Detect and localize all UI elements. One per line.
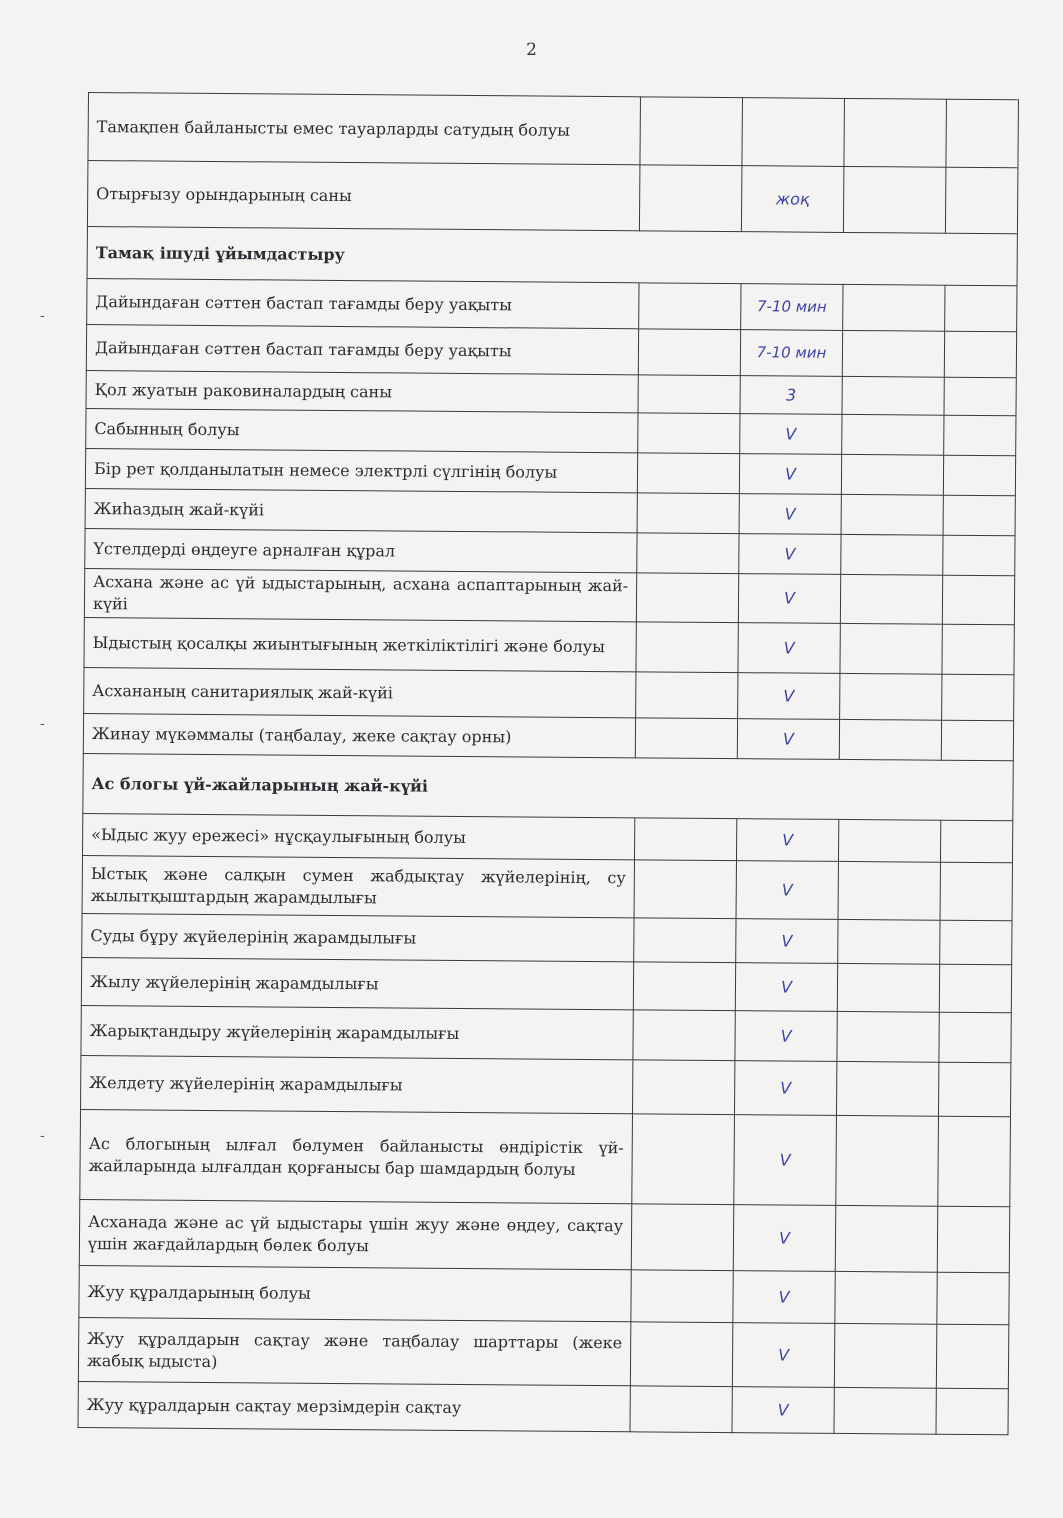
table-row [88,93,1019,168]
margin-mark: - [40,716,45,732]
empty-cell [636,622,738,673]
criterion-label: Жинау мүкәммалы (таңбалау, жеке сақтау орны) [83,713,635,757]
empty-cell [943,495,1015,536]
empty-cell [638,329,740,376]
empty-cell [936,1388,1008,1435]
empty-cell [840,623,942,674]
check-mark: V [740,414,842,455]
empty-cell [940,920,1012,965]
empty-cell [634,818,736,861]
handwritten-value: 7-10 мин [740,330,842,377]
criterion-label: Асханада және ас үй ыдыстары үшін жуу және өңдеу, сақтау үшін жағдайлардың бөлек болуы [79,1199,632,1269]
check-mark: V [733,1205,836,1272]
empty-cell [946,99,1019,168]
empty-cell [639,283,741,330]
table-row [81,1055,1011,1116]
empty-cell [633,962,735,1011]
empty-cell [939,964,1011,1013]
section-heading: Тамақ ішуді ұйымдастыру [87,226,1017,285]
check-mark: V [737,719,839,760]
criterion-label: Қол жуатын раковиналардың саны [86,370,638,412]
empty-cell [945,167,1018,234]
criterion-label: Жиһаздың жай-күйі [85,488,637,532]
empty-cell [637,533,739,574]
table-row [81,957,1011,1012]
criterion-label: Дайындаған сәттен бастап тағамды беру уақыты [87,278,639,328]
empty-cell [842,376,944,415]
empty-cell [840,574,942,624]
check-mark: V [735,1011,837,1062]
margin-mark: - [40,308,45,324]
table-row [87,161,1017,234]
criterion-label: Жарықтандыру жүйелерінің жарамдылығы [81,1005,633,1059]
empty-cell [942,674,1014,721]
empty-cell [844,98,947,167]
empty-cell [942,575,1014,625]
criterion-label: Жуу құралдарын сақтау мерзімдерін сақтау [78,1381,630,1431]
empty-cell [843,284,945,331]
table-row [87,278,1017,331]
check-mark: V [738,673,840,720]
empty-cell [638,375,740,414]
criterion-label: Жуу құралдарын сақтау және таңбалау шарттары (жеке жабық ыдыста) [78,1317,630,1385]
empty-cell [636,672,738,719]
empty-cell [634,860,736,919]
check-mark: V [736,861,838,920]
empty-cell [838,919,940,964]
check-mark: V [733,1271,835,1324]
criterion-label: Асхананың санитариялық жай-күйі [84,667,636,717]
empty-cell [841,494,943,535]
check-mark: V [739,454,841,495]
empty-cell [936,1324,1009,1389]
empty-cell [841,534,943,575]
empty-cell [940,820,1012,863]
empty-cell [838,861,940,920]
table-row [83,813,1013,862]
table-row [82,855,1012,920]
empty-cell [835,1205,938,1272]
empty-cell [637,453,739,494]
inspection-table [78,92,1019,1435]
empty-cell [638,413,740,454]
criterion-label: «Ыдыс жуу ережесі» нұсқаулығының болуы [83,813,635,859]
empty-cell [640,97,743,166]
section-row [83,753,1013,820]
section-heading: Ас блогы үй-жайларының жай-күйі [83,753,1013,820]
empty-cell [838,819,940,862]
criterion-label: Желдету жүйелерінің жарамдылығы [81,1055,633,1113]
empty-cell [836,1115,939,1206]
criterion-label: Тамақпен байланысты емес тауарларды сатудың болуы [88,93,641,165]
empty-cell [639,165,742,232]
empty-cell [842,414,944,455]
check-mark: V [734,1061,836,1116]
empty-cell [837,1011,939,1062]
empty-cell [834,1323,936,1388]
criterion-label: Ыстық және салқын сумен жабдықтау жүйелерінің, су жылытқыштардың жарамдылығы [82,855,634,917]
empty-cell [839,719,941,760]
table-row [84,667,1014,720]
empty-cell [837,963,939,1012]
empty-cell [943,455,1015,496]
criterion-label: Асхана және ас үй ыдыстарының, асхана аспаптарының жай-күйі [84,568,636,621]
empty-cell [631,1270,733,1323]
empty-cell [841,454,943,495]
empty-cell [836,1061,938,1116]
table-row [84,568,1014,624]
check-mark: V [732,1387,834,1434]
check-mark: V [739,494,841,535]
criterion-label: Дайындаған сәттен бастап тағамды беру уақыты [86,324,638,374]
empty-cell [937,1272,1009,1325]
table-row [80,1109,1011,1206]
criterion-label: Жуу құралдарының болуы [79,1265,631,1321]
section-row [87,226,1017,285]
empty-cell [632,1060,734,1115]
empty-cell [937,1206,1010,1273]
empty-cell [944,331,1016,378]
check-mark: V [734,1115,837,1206]
criterion-label: Үстелдерді өңдеуге арналған құрал [85,528,637,572]
empty-cell [943,535,1015,576]
criterion-label: Жылу жүйелерінің жарамдылығы [81,957,633,1009]
table-row [78,1317,1008,1388]
criterion-label: Ас блогының ылғал бөлумен байланысты өндірістік үй-жайларында ылғалдан қорғанысы бар шамдардың болуы [80,1109,633,1203]
criterion-label: Сабынның болуы [86,408,638,452]
criterion-label: Отырғызу орындарының саны [87,161,640,231]
criterion-label: Суды бұру жүйелерінің жарамдылығы [82,913,634,961]
empty-cell [938,1062,1010,1117]
empty-cell [843,166,946,233]
empty-cell [941,720,1013,761]
empty-cell [938,1116,1011,1207]
empty-cell [842,330,944,377]
empty-cell [942,624,1014,675]
handwritten-value: 3 [740,376,842,415]
empty-cell [835,1271,937,1324]
empty-cell [633,1010,735,1061]
check-mark: V [738,574,840,624]
handwritten-value [742,98,845,167]
table-row [86,324,1016,377]
check-mark: V [738,623,840,674]
table-row [84,617,1014,674]
empty-cell [635,718,737,759]
check-mark: V [739,534,841,575]
empty-cell [634,918,736,963]
empty-cell [945,285,1017,332]
table-row [82,913,1012,964]
handwritten-value: жоқ [741,166,844,233]
empty-cell [630,1386,732,1433]
table-row [81,1005,1011,1062]
empty-cell [944,377,1016,416]
table-row [79,1199,1009,1272]
check-mark: V [736,919,838,964]
empty-cell [944,415,1016,456]
empty-cell [631,1204,734,1271]
check-mark: V [736,819,838,862]
handwritten-value: 7-10 мин [741,284,843,331]
table-row [79,1265,1009,1324]
check-mark: V [735,963,837,1012]
margin-mark: - [40,1128,45,1144]
empty-cell [840,673,942,720]
empty-cell [940,862,1012,921]
empty-cell [637,493,739,534]
criterion-label: Бір рет қолданылатын немесе электрлі сүлгінің болуы [85,448,637,492]
check-mark: V [732,1323,834,1388]
criterion-label: Ыдыстың қосалқы жиынтығының жеткіліктілігі және болуы [84,617,636,671]
empty-cell [636,573,738,623]
page-number: 2 [526,40,537,60]
empty-cell [834,1387,936,1434]
empty-cell [630,1322,732,1387]
table-row [78,1381,1008,1434]
empty-cell [632,1114,735,1205]
empty-cell [939,1012,1011,1063]
